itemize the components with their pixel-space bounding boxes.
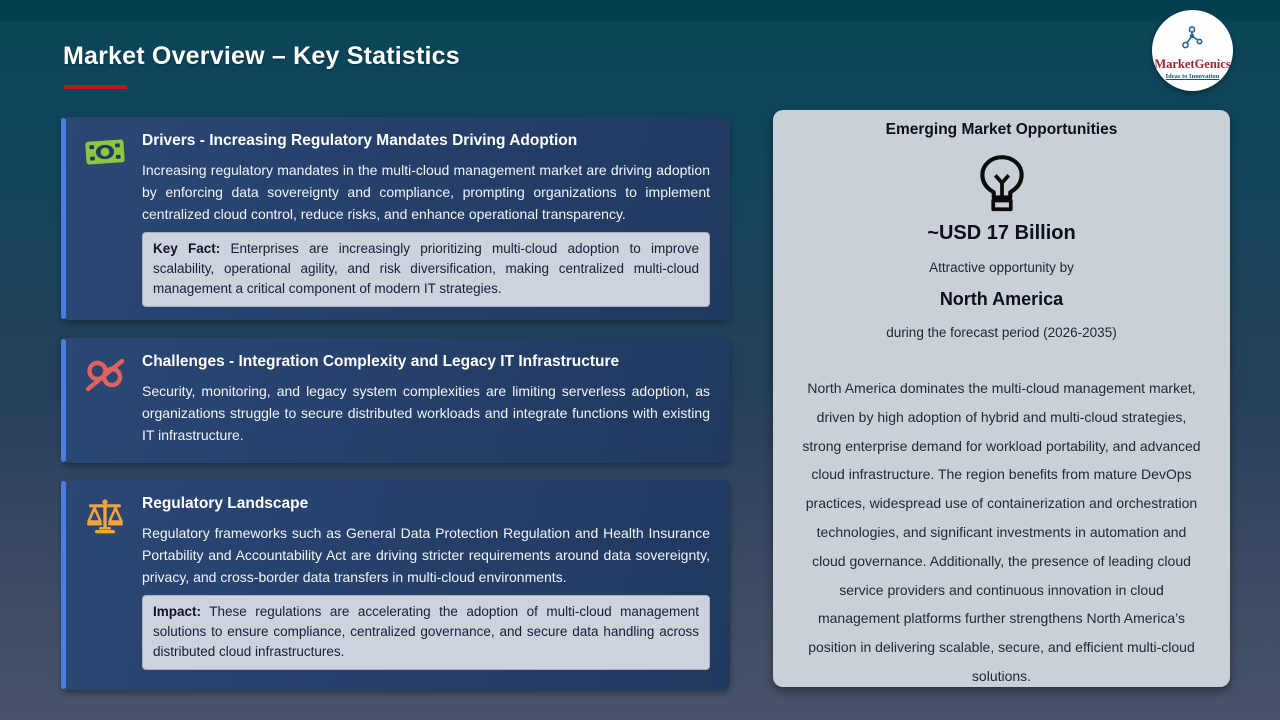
money-banknote-icon: [84, 132, 128, 308]
logo-tagline: Ideas to Innovation: [1165, 72, 1220, 80]
broken-link-icon: [84, 353, 128, 451]
scales-icon: [84, 495, 128, 678]
drivers-card: [62, 117, 730, 320]
card-body: Increasing regulatory mandates in the multi-cloud management market are driving adoption by enforcing data sovereignty and compliance, prompting organizations to implement centralized cloud control, reduce risks, and enhance operational transparency.: [142, 162, 710, 222]
key-fact-label: Key Fact:: [153, 241, 221, 256]
molecule-network-icon: [1179, 25, 1206, 56]
emerging-opportunities-panel: [773, 110, 1230, 687]
impact-label: Impact:: [153, 604, 202, 619]
opportunity-subtitle: Attractive opportunity by: [929, 260, 1074, 275]
marketgenics-logo: [1152, 10, 1233, 91]
card-title: Challenges - Integration Complexity and Legacy IT Infrastructure: [142, 353, 620, 370]
card-title: Drivers - Increasing Regulatory Mandates Driving Adoption: [142, 132, 578, 149]
challenges-card: [62, 338, 730, 463]
region-description: North America dominates the multi-cloud management market, driven by high adoption of hybrid and multi-cloud strategies, strong enterprise demand for workload portability, and advanced cloud infrastructure. The region benefits from mature DevOps practices, widespread use of containerization and orchestration technologies, and significant investments in automation and cloud governance. Additionally, the presence of leading cloud service providers and continuous innovation in cloud management platforms further strengthens North America’s position in delivering scalable, secure, and efficient multi-cloud solutions.: [802, 380, 1201, 684]
panel-title: Emerging Market Opportunities: [885, 121, 1118, 138]
lightbulb-icon: [973, 152, 1031, 216]
card-title: Regulatory Landscape: [142, 495, 309, 512]
card-body: Regulatory frameworks such as General Data Protection Regulation and Health Insurance Portability and Accountability Act are driving stricter requirements around data sovereignty, privacy, and cross-border data transfers in multi-cloud environments.: [142, 525, 710, 585]
impact-text: These regulations are accelerating the adoption of multi-cloud management solutions to ensure compliance, centralized governance, and secure data handling across distributed cloud infrastructures.: [153, 604, 699, 659]
opportunity-region: North America: [939, 289, 1064, 309]
regulatory-card: [62, 480, 730, 690]
key-fact-box: [142, 232, 710, 307]
top-accent-band: [0, 0, 1280, 21]
logo-name: MarketGenics: [1154, 57, 1231, 72]
opportunity-value: ~USD 17 Billion: [927, 222, 1076, 244]
card-body: Security, monitoring, and legacy system complexities are limiting serverless adoption, as organizations struggle to secure distributed workloads and integrate functions with existing IT infrastructure.: [142, 383, 710, 443]
title-underline: [64, 85, 127, 89]
page-title: Market Overview – Key Statistics: [63, 42, 460, 70]
impact-box: [142, 595, 710, 670]
key-fact-text: Enterprises are increasingly prioritizing multi-cloud adoption to improve scalability, operational agility, and risk diversification, making centralized multi-cloud management a critical component of modern IT strategies.: [153, 241, 699, 296]
forecast-period: during the forecast period (2026-2035): [886, 325, 1117, 340]
